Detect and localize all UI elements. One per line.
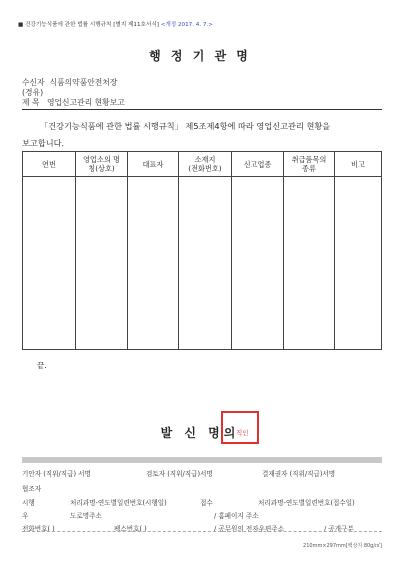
agency-title: 행 정 기 관 명 [149,49,251,63]
table-cell[interactable] [23,177,76,350]
body-line-1: 「건강기능식품에 관한 법률 시행규칙」 제5조제4항에 따라 영업신고관리 현황을 [40,121,331,131]
address-label: 도로명주소 [70,512,102,520]
fax-label: 팩스번호( ) [114,525,147,533]
sender-title: 발 신 명의 [160,426,240,440]
email-label: / 공무원의 전자우편주소 [214,525,285,533]
footer-dashed-rule [22,531,382,532]
paper-size-note: 210mm×297mm[백상지 80g/㎡] [303,543,382,549]
receipt-label: 접수 [200,499,213,507]
table-row [23,177,382,350]
report-table [22,151,382,350]
form-header-text: ■ 건강기능식품에 관한 법률 시행규칙 [별지 제11호서식] [18,22,159,28]
table-cell[interactable] [76,177,128,350]
table-cell[interactable] [335,177,382,350]
via-line: (경유) [22,88,44,97]
table-header-row [23,152,382,177]
col-location: 소재지 (전화번호) [179,152,232,177]
form-header [18,20,213,28]
footer-divider [22,457,382,463]
approver-signature: 결재권자 (직위/직급)서명 [262,470,336,478]
table-cell[interactable] [179,177,232,350]
reviewer-signature: 검토자 (직위/직급)서명 [146,470,213,478]
receipt-number: 처리과명-연도별일련번호(접수일) [258,499,355,507]
col-serial: 연번 [23,152,76,177]
subject-value: 영업신고관리 현황보고 [46,98,125,107]
postal-code-label: 우 [22,512,29,520]
table-cell[interactable] [232,177,284,350]
revision-date: <개정 2017. 4. 7.> [160,22,213,28]
col-remarks: 비고 [335,152,382,177]
subject-line [22,97,125,108]
phone-label: 전화번호( ) [22,525,55,533]
table-cell[interactable] [128,177,179,350]
body-line-2: 보고합니다. [22,138,65,148]
disclosure-label: / 공개구분 [324,525,354,533]
cooperator-label: 협조자 [22,485,42,493]
end-mark: 끝. [37,361,47,370]
col-product-type: 취급품목의 종류 [284,152,335,177]
enforcement-label: 시행 [22,499,35,507]
official-seal-label: 직인 [236,429,249,437]
col-representative: 대표자 [128,152,179,177]
recipient-value: 식품의약품안전처장 [49,78,118,87]
col-business-name: 영업소의 명 칭(상호) [76,152,128,177]
col-business-type: 신고업종 [232,152,284,177]
recipient-label: 수신자 [22,78,45,87]
table-cell[interactable] [284,177,335,350]
subject-label: 제 목 [22,98,40,107]
homepage-label: / 홈페이지 주소 [214,512,259,520]
drafter-signature: 기안자 (직위/직급) 서명 [22,470,91,478]
enforcement-number: 처리과명-연도별일련번호(시행일) [70,499,167,507]
subject-divider [22,109,382,110]
